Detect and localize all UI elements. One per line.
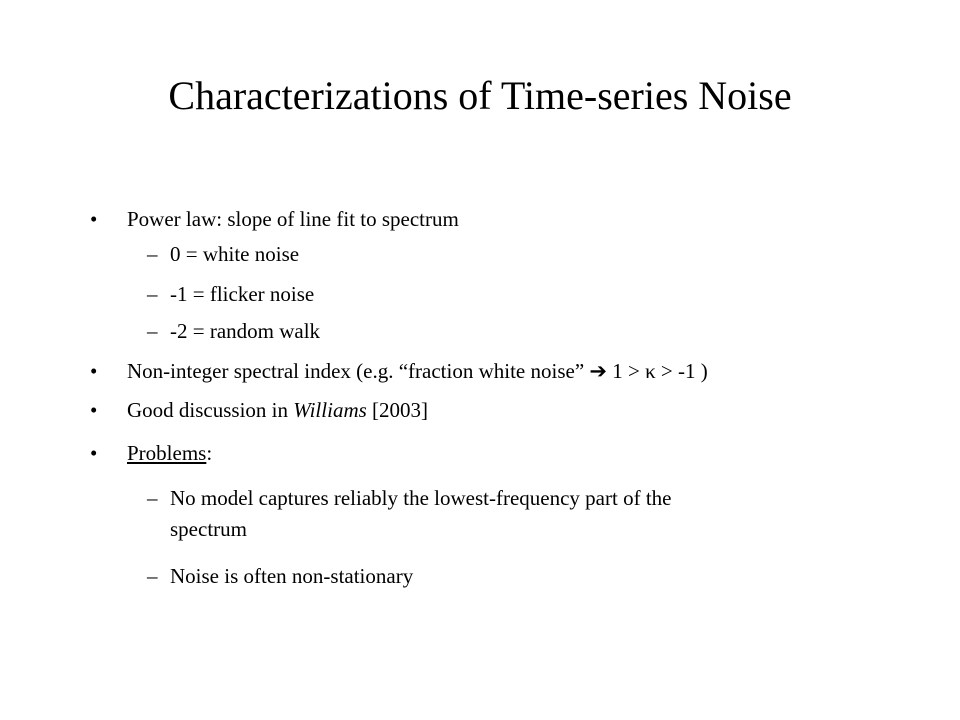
bullet-text: [127, 440, 212, 466]
dash-icon: –: [147, 319, 158, 343]
sub-item-text: -1 = flicker noise: [170, 282, 315, 306]
sub-item-text: Noise is often non-stationary: [170, 564, 414, 588]
bullet-icon: •: [90, 207, 98, 231]
bullet-icon: •: [90, 398, 98, 422]
citation-author: Williams: [293, 398, 367, 422]
dash-icon: –: [147, 564, 158, 588]
sub-item-text: 0 = white noise: [170, 242, 300, 266]
bullet-icon: •: [90, 359, 98, 383]
sub-item-text: No model captures reliably the lowest-frequency part of the: [170, 486, 672, 510]
bullet-text: [127, 397, 428, 423]
bullet-text: Power law: slope of line fit to spectrum: [127, 207, 459, 231]
sub-item-text: -2 = random walk: [170, 319, 321, 343]
dash-icon: –: [147, 486, 158, 510]
sub-item-continuation: spectrum: [170, 517, 247, 541]
dash-icon: –: [147, 242, 158, 266]
dash-icon: –: [147, 282, 158, 306]
text-run: [2003]: [366, 398, 429, 422]
bullet-text: Non-integer spectral index (e.g. “fraction white noise” ➔ 1 > κ > -1 ): [127, 359, 708, 383]
problems-heading: Problems: [127, 441, 207, 465]
text-run: Good discussion in: [127, 398, 294, 422]
bullet-icon: •: [90, 441, 98, 465]
slide-title: Characterizations of Time-series Noise: [168, 73, 792, 118]
text-run: :: [206, 441, 213, 465]
